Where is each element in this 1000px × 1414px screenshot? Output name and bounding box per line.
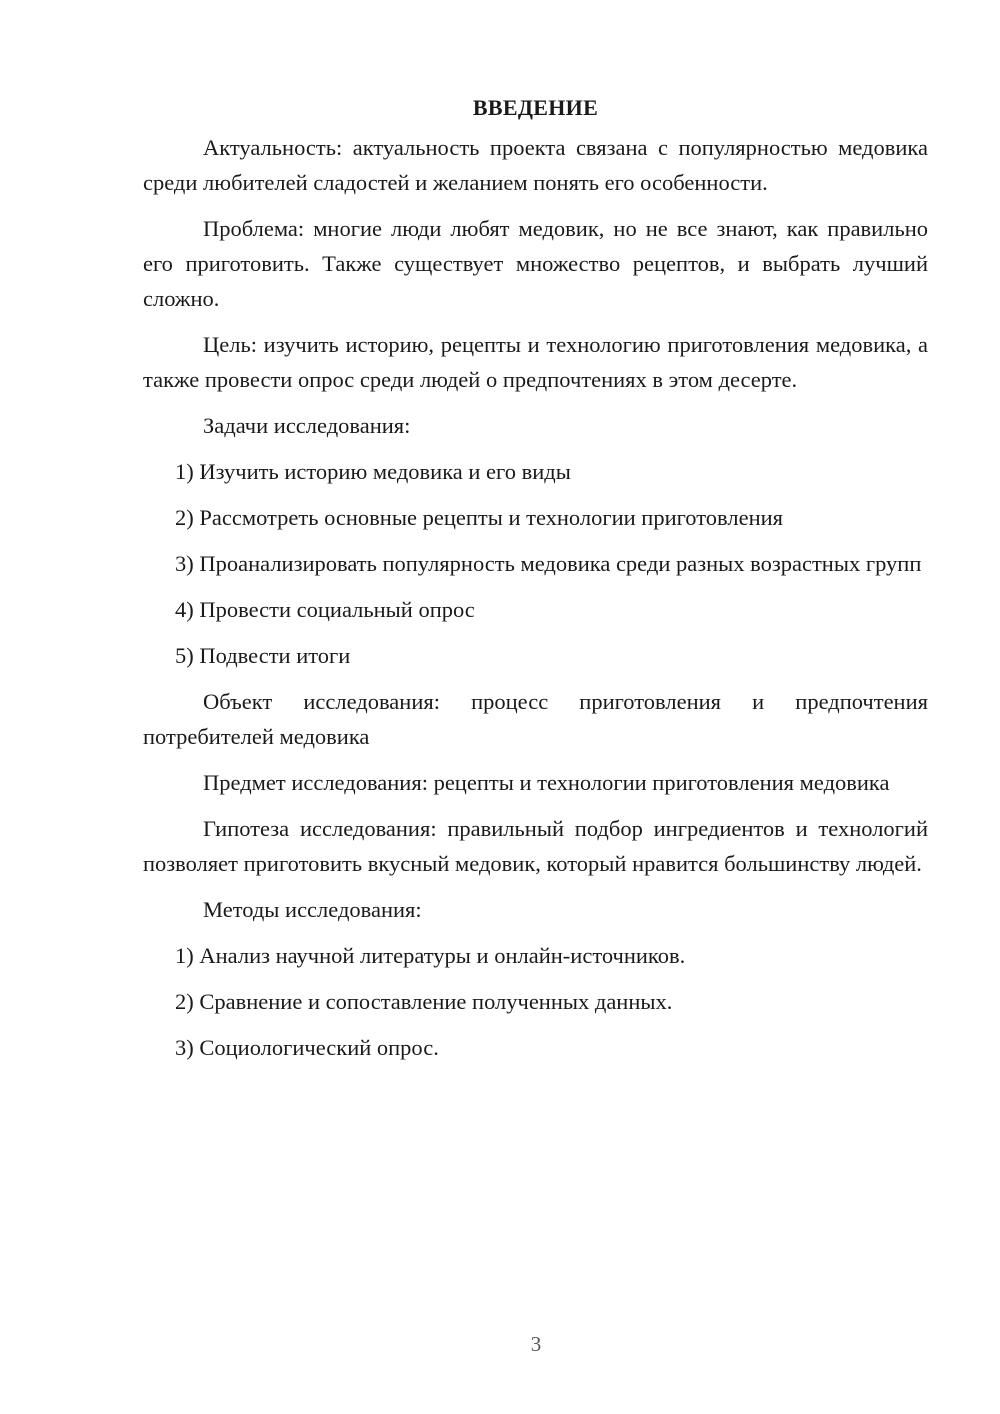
list-item: 3) Социологический опрос. — [175, 1035, 439, 1060]
problem-paragraph: Проблема: многие люди любят медовик, но не все знают, как правильно его приготовить. Также существует множество рецептов, и выбрать лучший сложно. — [143, 216, 928, 311]
list-item: 1) Изучить историю медовика и его виды — [175, 459, 571, 484]
goal-paragraph: Цель: изучить историю, рецепты и технологию приготовления медовика, а также провести опрос среди людей о предпочтениях в этом десерте. — [143, 332, 928, 392]
list-item: 3) Проанализировать популярность медовика среди разных возрастных групп — [175, 551, 922, 576]
hypothesis-paragraph: Гипотеза исследования: правильный подбор ингредиентов и технологий позволяет приготовить вкусный медовик, который нравится большинству людей. — [143, 816, 928, 876]
document-page — [143, 90, 928, 1076]
methods-list — [143, 938, 928, 1065]
tasks-list — [143, 454, 928, 673]
list-item: 1) Анализ научной литературы и онлайн-источников. — [175, 943, 686, 968]
subject-paragraph: Предмет исследования: рецепты и технологии приготовления медовика — [203, 770, 890, 795]
document-title: ВВЕДЕНИЕ — [472, 95, 599, 120]
page-number: 3 — [530, 1332, 542, 1356]
list-item: 2) Рассмотреть основные рецепты и технологии приготовления — [175, 505, 784, 530]
tasks-heading: Задачи исследования: — [203, 413, 411, 438]
relevance-paragraph: Актуальность: актуальность проекта связана с популярностью медовика среди любителей сладостей и желанием понять его особенности. — [143, 135, 928, 195]
object-paragraph: Объект исследования: процесс приготовления и предпочтения потребителей медовика — [143, 689, 928, 749]
list-item: 4) Провести социальный опрос — [175, 597, 475, 622]
list-item: 2) Сравнение и сопоставление полученных данных. — [175, 989, 673, 1014]
methods-heading: Методы исследования: — [203, 897, 422, 922]
list-item: 5) Подвести итоги — [175, 643, 351, 668]
